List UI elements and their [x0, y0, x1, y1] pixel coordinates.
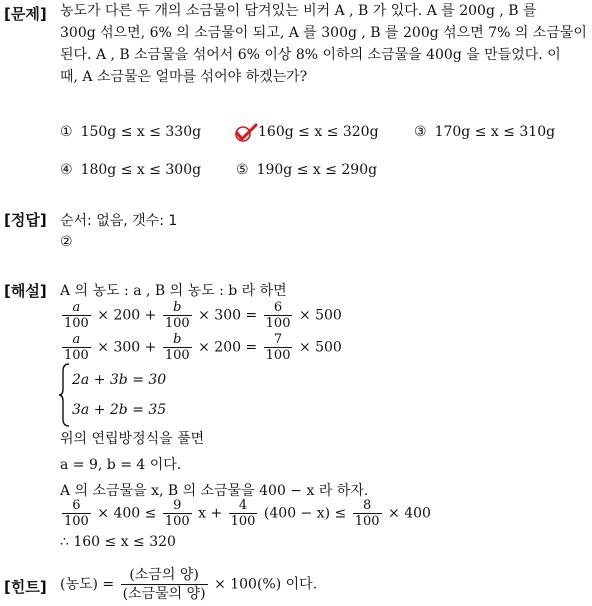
problem-line: 된다. A , B 소금물을 섞어서 6% 이상 8% 이하의 소금물을 400g 을 만들었다. 이 [60, 47, 561, 63]
choice-text: 180g ≤ x ≤ 300g [80, 162, 202, 178]
choice-3[interactable] [414, 124, 555, 140]
choice-1[interactable] [60, 124, 201, 140]
brace-icon [58, 363, 70, 427]
answer-label: [정답] [4, 211, 47, 229]
problem-line: 농도가 다른 두 개의 소금물이 담겨있는 비커 A , B 가 있다. A 를 200g , B 를 [60, 3, 537, 19]
answer-order: 순서: 없음, 갯수: 1 [60, 213, 178, 229]
system-eq-1: 2a + 3b = 30 [72, 372, 167, 388]
choice-text: 150g ≤ x ≤ 330g [80, 124, 202, 140]
choice-number: ⑤ [236, 162, 249, 178]
system-eq-2: 3a + 2b = 35 [72, 402, 167, 418]
solve-text: 위의 연립방정식을 풀면 [60, 431, 205, 447]
choice-number: ④ [60, 162, 73, 178]
problem-line: 때, A 소금물은 얼마를 섞어야 하겠는가? [60, 69, 308, 85]
setup-text: A 의 소금물을 x, B 의 소금물을 400 − x 라 하자. [60, 483, 369, 499]
explanation-intro: A 의 농도 : a , B 의 농도 : b 라 하면 [60, 283, 287, 299]
choice-text: 160g ≤ x ≤ 320g [258, 124, 379, 140]
problem-text [60, 0, 588, 88]
equation-1: $\frac{a}{100}$ × 200 + $\frac{b}{100}$ × 300 = $\frac{6}{100}$ × 500 [64, 300, 342, 331]
hint-formula: (농도) = $\frac{\text{(소금의 양)}}{\text{(소금물의 양)}}$ × 100(%) 이다. [60, 567, 318, 602]
problem-label: [문제] [4, 5, 47, 23]
choice-5[interactable] [236, 162, 377, 178]
choice-text: 190g ≤ x ≤ 290g [256, 162, 378, 178]
explanation-label: [해설] [4, 282, 47, 300]
choice-number: ① [60, 124, 73, 140]
equation-2: $\frac{a}{100}$ × 300 + $\frac{b}{100}$ × 200 = $\frac{7}{100}$ × 500 [64, 332, 342, 363]
result-text: a = 9, b = 4 이다. [60, 457, 182, 473]
checkmark-icon [232, 122, 260, 144]
conclusion-text: ∴ 160 ≤ x ≤ 320 [60, 534, 176, 550]
problem-line: 300g 섞으면, 6% 의 소금물이 되고, A 를 300g , B 를 200g 섞으면 7% 의 소금물이 [60, 25, 587, 41]
choice-number: ③ [414, 124, 427, 140]
inequality: $\frac{6}{100}$ × 400 ≤ $\frac{9}{100}$ x + $\frac{4}{100}$ (400 − x) ≤ $\frac{8}{100}$ × 400 [64, 498, 431, 529]
answer-value: ② [60, 234, 73, 250]
choice-2[interactable] [258, 124, 379, 140]
choice-text: 170g ≤ x ≤ 310g [434, 124, 556, 140]
hint-label: [힌트] [4, 578, 47, 596]
choice-4[interactable] [60, 162, 201, 178]
